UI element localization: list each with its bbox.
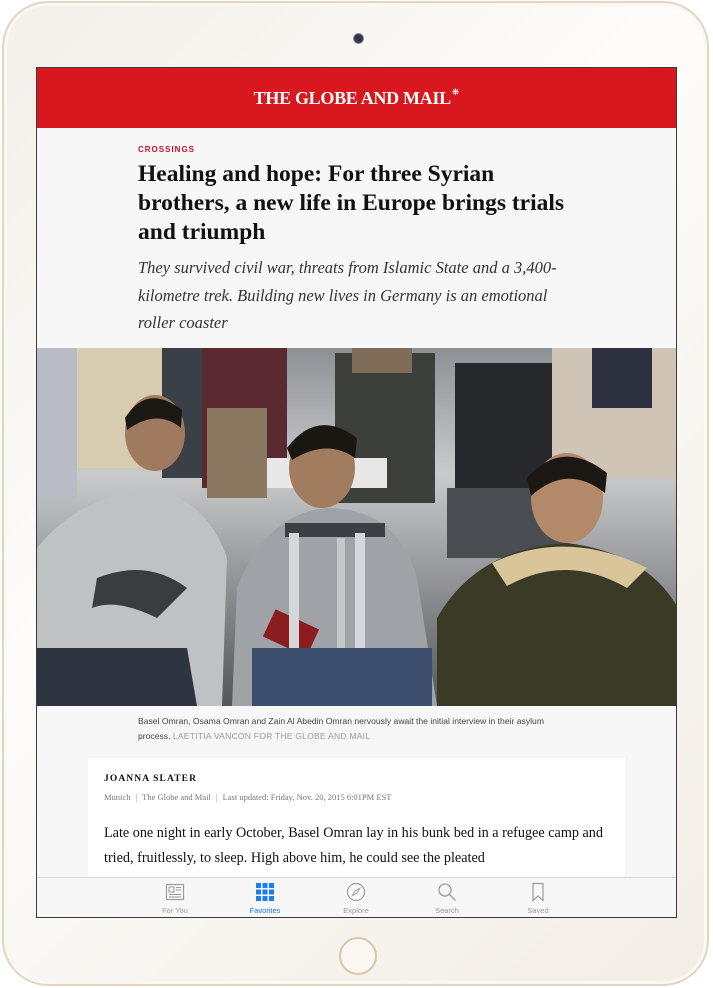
- bookmark-icon: [528, 882, 548, 902]
- publisher-name: The Globe and Mail: [142, 792, 211, 802]
- masthead: [37, 68, 676, 128]
- tab-label: Explore: [343, 906, 369, 915]
- newspaper-icon: [165, 882, 185, 902]
- tab-label: For You: [162, 906, 188, 915]
- article-headline: Healing and hope: For three Syrian brothers, a new life in Europe brings trials and triumph: [138, 161, 565, 245]
- grid-icon: [255, 882, 275, 902]
- dateline-location: Munich: [104, 792, 131, 802]
- tab-favorites[interactable]: [230, 878, 300, 918]
- caption-text: Basel Omran, Osama Omran and Zain Al Abedin Omran nervously await the initial interview in their asylum process.: [138, 716, 544, 741]
- last-updated: Last updated: Friday, Nov. 20, 2015 6:01PM EST: [222, 792, 392, 802]
- search-icon: [437, 882, 457, 902]
- publication-logo: THE GLOBE AND MAIL: [253, 87, 451, 108]
- photo-credit: LAETITIA VANCON FOR THE GLOBE AND MAIL: [172, 731, 371, 741]
- author-byline[interactable]: JOANNA SLATER: [104, 774, 198, 784]
- tab-explore[interactable]: [321, 878, 391, 918]
- tab-search[interactable]: [412, 878, 482, 918]
- app-screen: [36, 67, 677, 918]
- compass-icon: [346, 882, 366, 902]
- tab-saved[interactable]: [503, 878, 573, 918]
- tab-label: Favorites: [249, 906, 281, 915]
- article-body-text: Late one night in early October, Basel Omran lay in his bunk bed in a refugee camp and tried, fruitlessly, to sleep. High above him, he could see the pleated: [104, 825, 603, 866]
- front-camera: [353, 33, 364, 44]
- tab-label: Search: [435, 906, 459, 915]
- tab-bar: [37, 877, 676, 918]
- tab-for-you[interactable]: [140, 878, 210, 918]
- article-meta: Munich | The Globe and Mail | Last updated: Friday, Nov. 20, 2015 6:01PM EST: [104, 792, 392, 802]
- home-button[interactable]: [339, 937, 377, 975]
- article-dek: They survived civil war, threats from Islamic State and a 3,400-kilometre trek. Building new lives in Germany is an emotional roller coaster: [138, 258, 557, 332]
- maple-leaf-icon: ❋: [451, 86, 460, 97]
- photo-caption: [138, 714, 578, 744]
- tab-label: Saved: [527, 906, 549, 915]
- refugees-waiting-photo: [37, 348, 677, 706]
- article-photo[interactable]: [37, 348, 677, 706]
- section-label[interactable]: CROSSINGS: [138, 145, 196, 154]
